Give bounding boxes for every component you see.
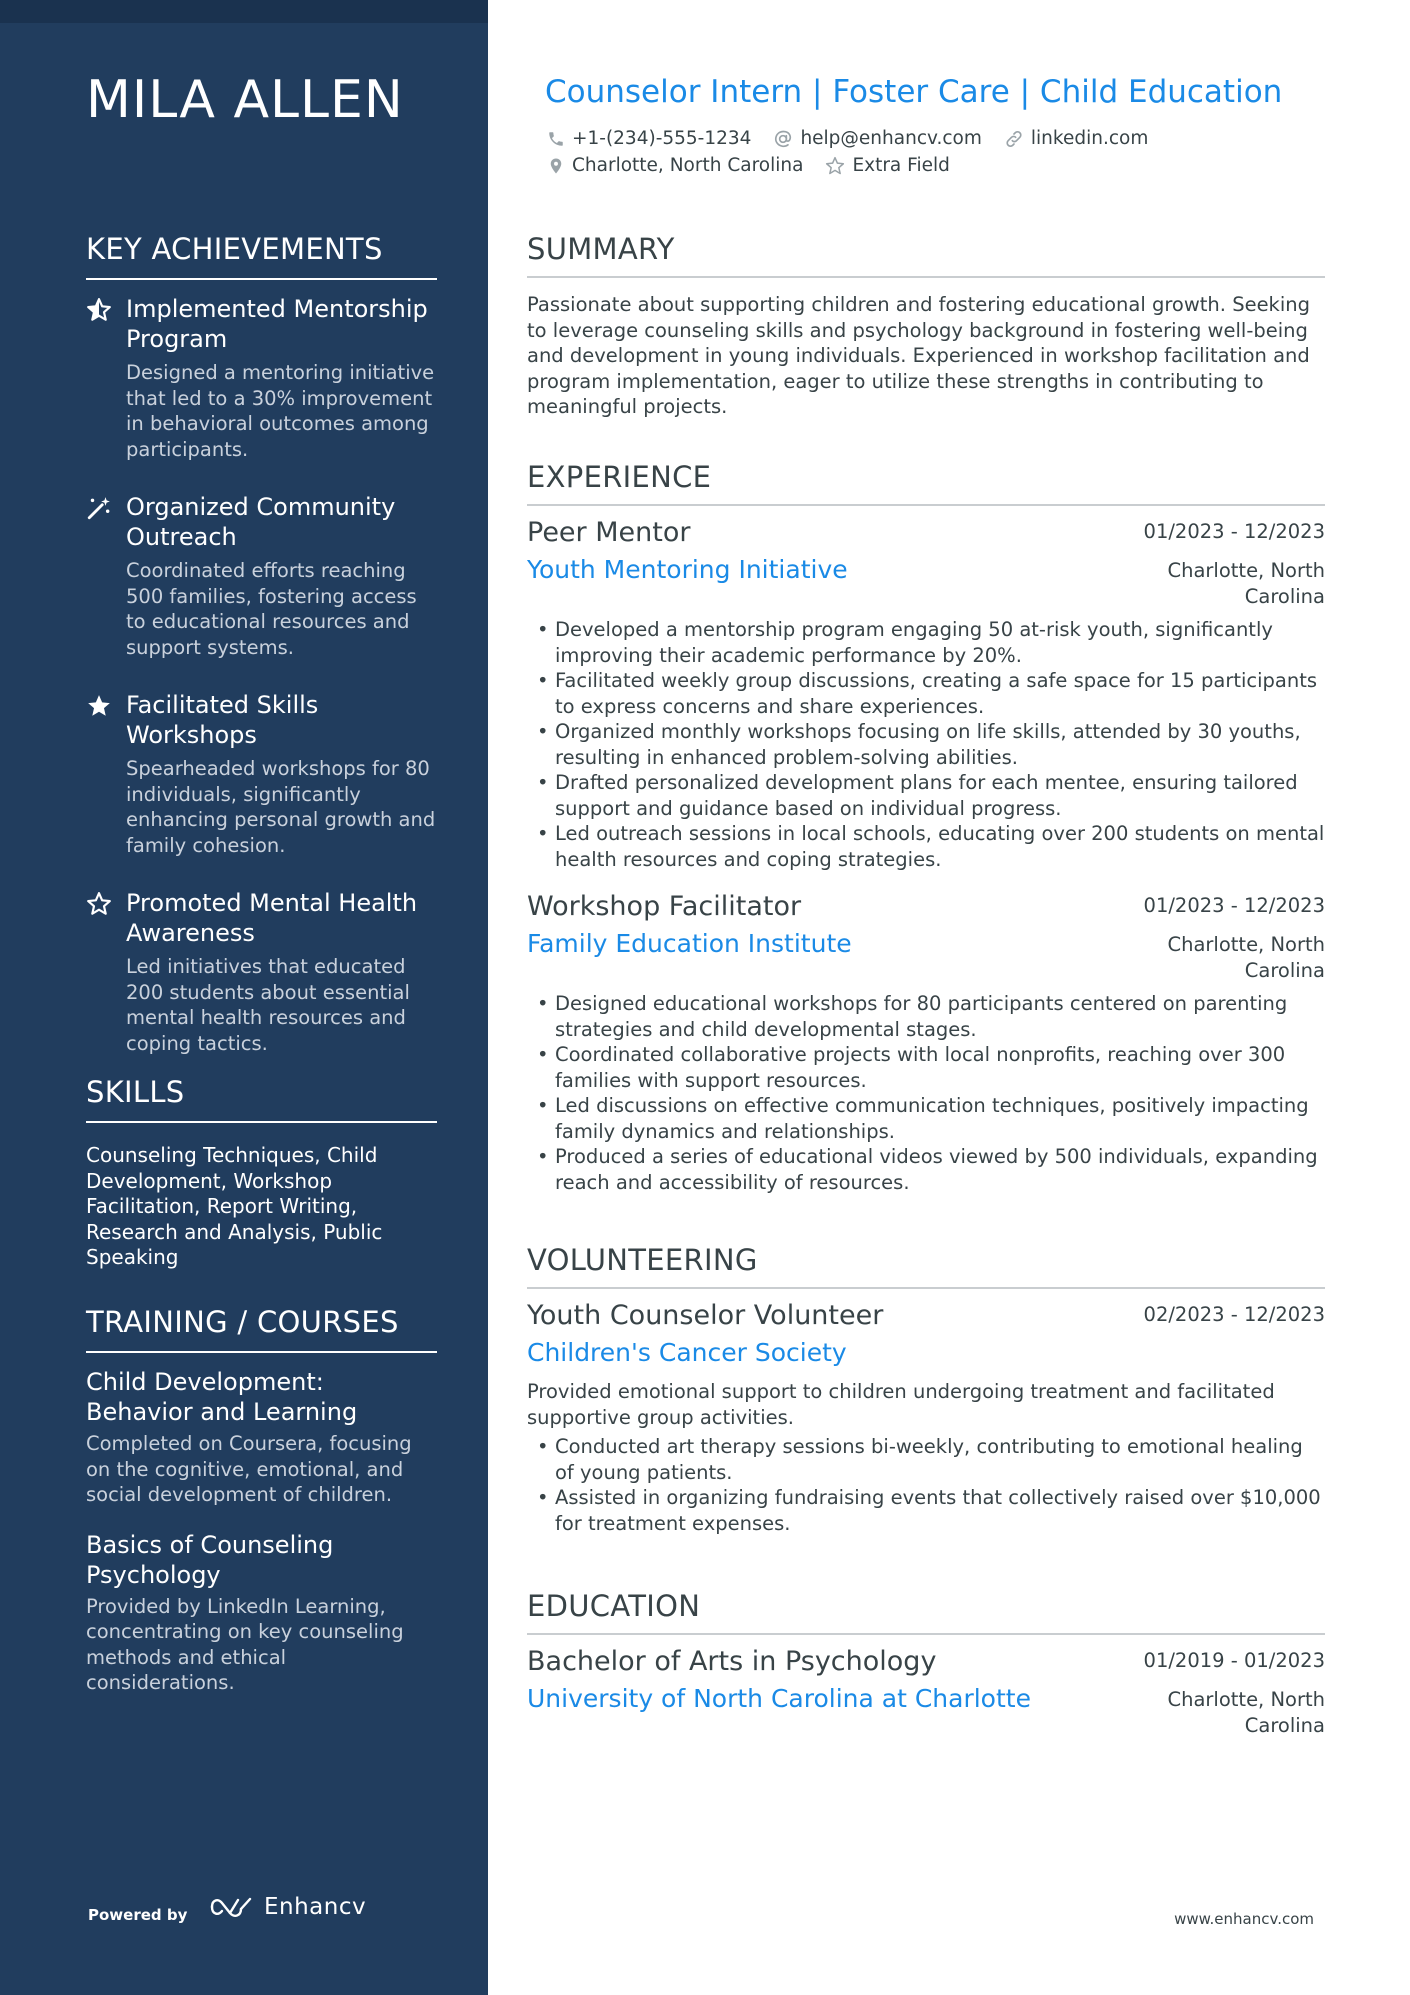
- volunteering-entry: [527, 1299, 1325, 1536]
- job-location: Charlotte, North Carolina: [1167, 933, 1325, 982]
- achievement-title: Organized Community Outreach: [126, 493, 396, 551]
- bullet-item: • Developed a mentorship program engaging 50 at-risk youth, significantly improving their academic performance by 20%.: [527, 617, 1325, 668]
- company-name: Youth Mentoring Initiative: [527, 555, 848, 584]
- skills-heading: SKILLS: [86, 1075, 437, 1123]
- course-desc: Provided by LinkedIn Learning, concentrating on key counseling methods and ethical considerations.: [86, 1594, 404, 1694]
- contact-row-1: [547, 128, 1170, 149]
- bullet-item: • Facilitated weekly group discussions, creating a safe space for 15 participants to express concerns and share experiences.: [527, 668, 1325, 719]
- skills-list: Counseling Techniques, Child Development, Workshop Facilitation, Report Writing, Research and Analysis, Public Speaking: [86, 1143, 383, 1269]
- job-title: Peer Mentor: [527, 517, 691, 548]
- volunteer-title: Youth Counselor Volunteer: [527, 1300, 884, 1331]
- school-location: Charlotte, North Carolina: [1167, 1688, 1325, 1737]
- bullet-item: • Led discussions on effective communication techniques, positively impacting family dynamics and relationships.: [527, 1093, 1325, 1144]
- job-date: 01/2023 - 12/2023: [1143, 520, 1325, 543]
- sidebar-top-band: [0, 0, 488, 23]
- volunteering-section: [527, 1243, 1325, 1536]
- achievement-desc: Designed a mentoring initiative that led to a 30% improvement in behavioral outcomes among participants.: [126, 361, 435, 461]
- email-text: help@enhancv.com: [800, 128, 982, 149]
- course-title: Basics of Counseling Psychology: [86, 1530, 334, 1589]
- volunteering-heading: VOLUNTEERING: [527, 1243, 1325, 1289]
- job-location: Charlotte, North Carolina: [1167, 559, 1325, 608]
- footer-url[interactable]: www.enhancv.com: [1174, 1910, 1314, 1928]
- achievement-item: [86, 690, 437, 858]
- volunteer-bullets: [527, 1434, 1325, 1536]
- linkedin-text: linkedin.com: [1030, 128, 1149, 149]
- link-icon: [1004, 129, 1024, 149]
- experience-entry: [527, 890, 1325, 1195]
- contact-email[interactable]: [773, 128, 981, 149]
- achievements-section: [86, 232, 437, 1056]
- powered-by-label: Powered by: [88, 1906, 188, 1924]
- bullet-item: • Assisted in organizing fundraising events that collectively raised over $10,000 for treatment expenses.: [527, 1485, 1325, 1536]
- company-name: Family Education Institute: [527, 929, 852, 958]
- training-heading: TRAINING / COURSES: [86, 1305, 437, 1353]
- star-filled-icon: [86, 693, 112, 719]
- summary-section: [527, 232, 1325, 420]
- contact-location: [547, 155, 803, 176]
- phone-icon: [547, 130, 565, 148]
- education-heading: EDUCATION: [527, 1589, 1325, 1635]
- course-item: [86, 1530, 437, 1696]
- achievements-heading: KEY ACHIEVEMENTS: [86, 232, 437, 280]
- contact-extra: [825, 155, 949, 176]
- star-outline-icon: [825, 156, 845, 176]
- volunteer-date: 02/2023 - 12/2023: [1143, 1303, 1325, 1326]
- bullet-item: • Organized monthly workshops focusing on life skills, attended by 30 youths, resulting in enhanced problem-solving abilities.: [527, 719, 1325, 770]
- volunteer-org: Children's Cancer Society: [527, 1338, 847, 1367]
- bullet-item: • Designed educational workshops for 80 participants centered on parenting strategies and child developmental stages.: [527, 991, 1325, 1042]
- location-text: Charlotte, North Carolina: [572, 155, 804, 176]
- skills-section: [86, 1075, 437, 1271]
- bullet-item: • Led outreach sessions in local schools, educating over 200 students on mental health resources and coping strategies.: [527, 821, 1325, 872]
- course-title: Child Development: Behavior and Learning: [86, 1368, 358, 1426]
- extra-text: Extra Field: [852, 155, 950, 176]
- course-item: [86, 1367, 437, 1508]
- achievement-item: [86, 294, 437, 462]
- summary-heading: SUMMARY: [527, 232, 1325, 278]
- magic-wand-icon: [86, 495, 112, 521]
- achievement-desc: Spearheaded workshops for 80 individuals, significantly enhancing personal growth and family cohesion.: [126, 757, 436, 857]
- achievement-title: Promoted Mental Health Awareness: [126, 889, 418, 947]
- sidebar: [0, 0, 488, 1995]
- brand-name: Enhancv: [264, 1894, 367, 1920]
- contact-row-2: [547, 155, 972, 176]
- achievement-item: [86, 888, 437, 1056]
- education-section: [527, 1589, 1325, 1738]
- star-outline-icon: [86, 891, 112, 917]
- job-bullets: [527, 991, 1325, 1195]
- experience-heading: EXPERIENCE: [527, 460, 1325, 506]
- school-name: University of North Carolina at Charlotte: [527, 1684, 1031, 1713]
- course-desc: Completed on Coursera, focusing on the cognitive, emotional, and social development of children.: [86, 1432, 412, 1506]
- job-bullets: [527, 617, 1325, 872]
- location-pin-icon: [547, 156, 565, 176]
- star-half-icon: [86, 297, 112, 323]
- contact-phone[interactable]: [547, 128, 751, 149]
- achievement-desc: Led initiatives that educated 200 students about essential mental health resources and coping tactics.: [126, 955, 410, 1055]
- enhancv-brand[interactable]: [208, 1894, 366, 1920]
- volunteer-desc: Provided emotional support to children undergoing treatment and facilitated supportive group activities.: [527, 1380, 1275, 1429]
- achievement-title: Facilitated Skills Workshops: [126, 691, 319, 749]
- experience-section: [527, 460, 1325, 1195]
- headline: Counselor Intern | Foster Care | Child Education: [545, 74, 1283, 110]
- phone-text: +1-(234)-555-1234: [572, 128, 752, 149]
- at-sign-icon: [773, 129, 793, 149]
- bullet-item: • Drafted personalized development plans for each mentee, ensuring tailored support and guidance based on individual progress.: [527, 770, 1325, 821]
- bullet-item: • Conducted art therapy sessions bi-weekly, contributing to emotional healing of young patients.: [527, 1434, 1325, 1485]
- bullet-item: • Coordinated collaborative projects with local nonprofits, reaching over 300 families with support resources.: [527, 1042, 1325, 1093]
- job-date: 01/2023 - 12/2023: [1143, 894, 1325, 917]
- enhancv-logo-icon: [208, 1894, 254, 1920]
- education-entry: [527, 1645, 1325, 1738]
- contact-linkedin[interactable]: [1004, 128, 1148, 149]
- achievement-title: Implemented Mentorship Program: [126, 295, 428, 353]
- experience-entry: [527, 516, 1325, 872]
- education-date: 01/2019 - 01/2023: [1143, 1649, 1325, 1672]
- candidate-name: MILA ALLEN: [86, 70, 404, 130]
- summary-text: Passionate about supporting children and fostering educational growth. Seeking to leverage counseling skills and psychology background in fostering well-being and development in young individuals. Experienced in workshop facilitation and program implementation, eager to utilize these strengths in contributing to meaningful projects.: [527, 293, 1311, 418]
- job-title: Workshop Facilitator: [527, 891, 802, 922]
- achievement-item: [86, 492, 437, 660]
- training-section: [86, 1305, 437, 1696]
- bullet-item: • Produced a series of educational videos viewed by 500 individuals, expanding reach and accessibility of resources.: [527, 1144, 1325, 1195]
- degree-title: Bachelor of Arts in Psychology: [527, 1646, 937, 1677]
- achievement-desc: Coordinated efforts reaching 500 families, fostering access to educational resources and support systems.: [126, 559, 417, 659]
